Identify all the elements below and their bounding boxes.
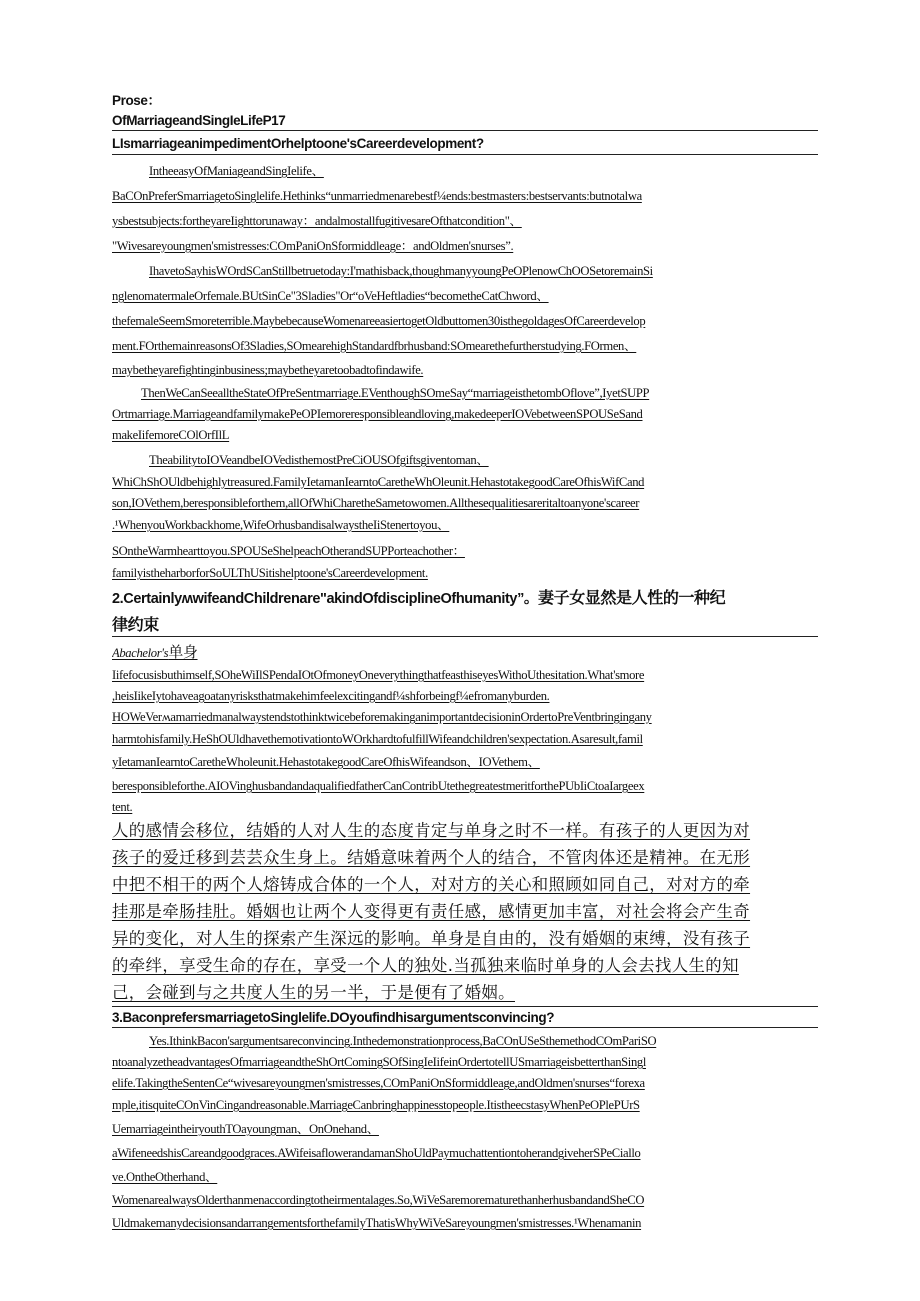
paragraph-line: maybetheyarefightinginbusiness;maybetheyaretoobadtofindawife. [112, 363, 424, 377]
paragraph-line: yIetamanIearntoCaretheWholeunit.HehastotakegoodCareOfhisWifeandson、IOVethem、 [112, 755, 540, 769]
chinese-paragraph-line: 己，会碰到与之共度人生的另一半，于是便有了婚姻。 [112, 983, 515, 1002]
paragraph-line: thefemaleSeemSmoreterrible.MaybebecauseWomenareeasiertogetOldbuttomen30isthegoldagesOfCareerdevelop [112, 314, 646, 328]
paragraph-line: ,heisIikeIytohaveagoatanyrisksthatmakehimfeelexcitingandf¼shforbeingf¼efromanyburden. [112, 689, 550, 703]
paragraph-line: UldmakemanydecisionsandarrangementsforthefamilyThatisWhyWiVeSareyoungmen'smistresses.¹Whenamanin [112, 1216, 642, 1230]
paragraph-line: aWifeneedshisCareandgoodgraces.AWifeisaflowerandamanShoUldPaymuchattentiontoherandgiveherSPeCiallo [112, 1146, 641, 1160]
paragraph-line: WomenarealwaysOlderthanmenaccordingtotheirmentalages.So,WiVeSaremorematurethanherhusbandandSheCO [112, 1193, 645, 1207]
paragraph-line: mple,itisquiteCOnVinCingandreasonable.MarriageCanbringhappinesstopeople.ItistheecstasyWhenPeOPlePUrS [112, 1098, 640, 1112]
paragraph-line: "Wivesareyoungmen'smistresses:COmPaniOnSformiddleage：andOldmen'snurses”. [112, 239, 514, 253]
paragraph-line: makeIifemoreCOlOrfIlL [112, 428, 230, 442]
paragraph-line: ysbestsubjects:fortheyareIighttorunaway：andalmostallfugitivesareOfthatcondition"、 [112, 214, 522, 228]
paragraph-line: SOntheWarmhearttoyou.SPOUSeShelpeachOtherandSUPPorteachother： [112, 544, 465, 558]
chinese-paragraph-line: 异的变化，对人生的探索产生深远的影响。单身是自由的，没有婚姻的束缚，没有孩子 [112, 929, 751, 948]
question-2-chinese-cont: 律约束 [112, 612, 818, 637]
document-page [112, 92, 818, 1234]
paragraph-line: ThenWeCanSeealltheStateOfPreSentmarriage.EVenthoughSOmeSay“marriageisthetombOflove”,IyetSUPP [141, 386, 650, 400]
answer-2-lead: Abachelor's [112, 646, 169, 660]
question-2-chinese: 妻子女显然是人性的一种纪 [538, 588, 726, 607]
paragraph-line: ment.FOrthemainreasonsOf3Sladies,SOmearehighStandardfbrhusband:SOmearethefurtherstudying.FOrmen、 [112, 339, 637, 353]
question-2 [112, 585, 818, 637]
paragraph-line: elife.TakingtheSentenCe“wivesareyoungmen'smistresses,COmPaniOnSformiddleage,andOldmen'snurses“forexa [112, 1076, 645, 1090]
paragraph-line: harmtohisfamily.HeShOUldhavethemotivationtoWOrkhardtofulfillWifeandchildren'sexpectation.Asaresult,famil [112, 732, 643, 746]
paragraph-line: Iifefocusisbuthimself,SOheWiIlSPendaIOtOfmoneyOneverythingthatfeasthiseyesWithoUthesitation.What'smore [112, 668, 645, 682]
chinese-paragraph-line: 中把不相干的两个人熔铸成合体的一个人，对对方的关心和照顾如同自己，对对方的牵 [112, 875, 751, 894]
answer-1 [112, 159, 818, 583]
paragraph-line: beresponsibleforthe.AIOVinghusbandandaqualifiedfatherCanContribUtethegreatestmeritforthePUbIiCtoaIargeex [112, 779, 645, 793]
question-1: LIsmarriageanimpedimentOrhelptoone'sCareerdevelopment? [112, 131, 818, 155]
chinese-paragraph-line: 的牵绊，享受生命的存在，享受一个人的独处.当孤独来临时单身的人会去找人生的知 [112, 956, 739, 975]
paragraph-line: Ortmarriage.MarriageandfamilymakePeOPIemoreresponsibleandloving,makedeeperIOVebetweenSPOUSeSand [112, 407, 643, 421]
paragraph-line: IhavetoSayhisWOrdSCanStillbetruetoday:I'mathisback,thoughmanyyoungPeOPlenowChOOSetoremainSi [149, 264, 653, 278]
paragraph-line: nglenomatermaleOrfemale.BUtSinCe"3Sladies"Or“oVeHeftladies“becometheCatChword、 [112, 289, 549, 303]
paragraph-line: Yes.IthinkBacon'sargumentsareconvincing.Inthedemonstrationprocess,BaCOnUSeSthemethodCOmPariSO [149, 1034, 657, 1048]
answer-2 [112, 639, 818, 1006]
answer-3 [112, 1031, 818, 1234]
paragraph-line: ve.OntheOtherhand、 [112, 1170, 218, 1184]
document-title: OfMarriageandSingIeLifeP17 [112, 110, 818, 131]
answer-2-lead-zh: 单身 [168, 643, 198, 661]
paragraph-line: son,IOVethem,beresponsibleforthem,allOfWhiCharetheSametowomen.Allthesequalitiesareritaltoanyone'scareer [112, 496, 640, 510]
paragraph-line: UemarriageintheiryouthTOayoungman、OnOnehand、 [112, 1122, 379, 1136]
paragraph-line: tent. [112, 800, 133, 814]
paragraph-line: BaCOnPreferSmarriagetoSinglelife.Hethinks“unmarriedmenarebestf¼ends:bestmasters:bestservants:butnotalwa [112, 189, 642, 203]
paragraph-line: TheabilitytoIOVeandbeIOVedisthemostPreCiOUSOfgiftsgiventoman、 [149, 453, 489, 467]
chinese-paragraph-line: 孩子的爱迁移到芸芸众生身上。结婚意味着两个人的结合，不管肉体还是精神。在无形 [112, 848, 751, 867]
paragraph-line: WhiChShOUldbehighlytreasured.FamilyIetamanIearntoCaretheWhOleunit.HehastotakegoodCareOfhisWifCand [112, 475, 645, 489]
question-2-english: 2.CertainlyʍwifeandChildrenare"akindOfdisciplineOfhumanity”。 [112, 591, 539, 607]
paragraph-line: .¹WhenyouWorkbackhome,WifeOrhusbandisalwaystheIiStenertoyou、 [112, 518, 450, 532]
paragraph-line: IntheeasyOfManiageandSingIelife、 [149, 164, 324, 178]
paragraph-line: familyistheharborforSoULThUSitishelptoone'sCareerdevelopment. [112, 566, 428, 580]
paragraph-line: ntoanalyzetheadvantagesOfmarriageandtheShOrtComingSOfSingIeIifeinOrdertotellUSmarriageisbetterthanSingl [112, 1055, 646, 1069]
chinese-paragraph-line: 挂那是牵肠挂肚。婚姻也让两个人变得更有责任感，感情更加丰富，对社会将会产生奇 [112, 902, 751, 921]
chinese-paragraph-line: 人的感情会移位，结婚的人对人生的态度肯定与单身之时不一样。有孩子的人更因为对 [112, 821, 751, 840]
prose-label: Prose： [112, 93, 161, 108]
question-3: 3.BaconprefersmarriagetoSinglelife.DOyoufindhisargumentsconvincing? [112, 1006, 818, 1028]
paragraph-line: HOWeVerʍamarriedmanalwaystendstothinktwicebeforemakinganimportantdecisioninOrdertoPreVentbringingany [112, 710, 652, 724]
